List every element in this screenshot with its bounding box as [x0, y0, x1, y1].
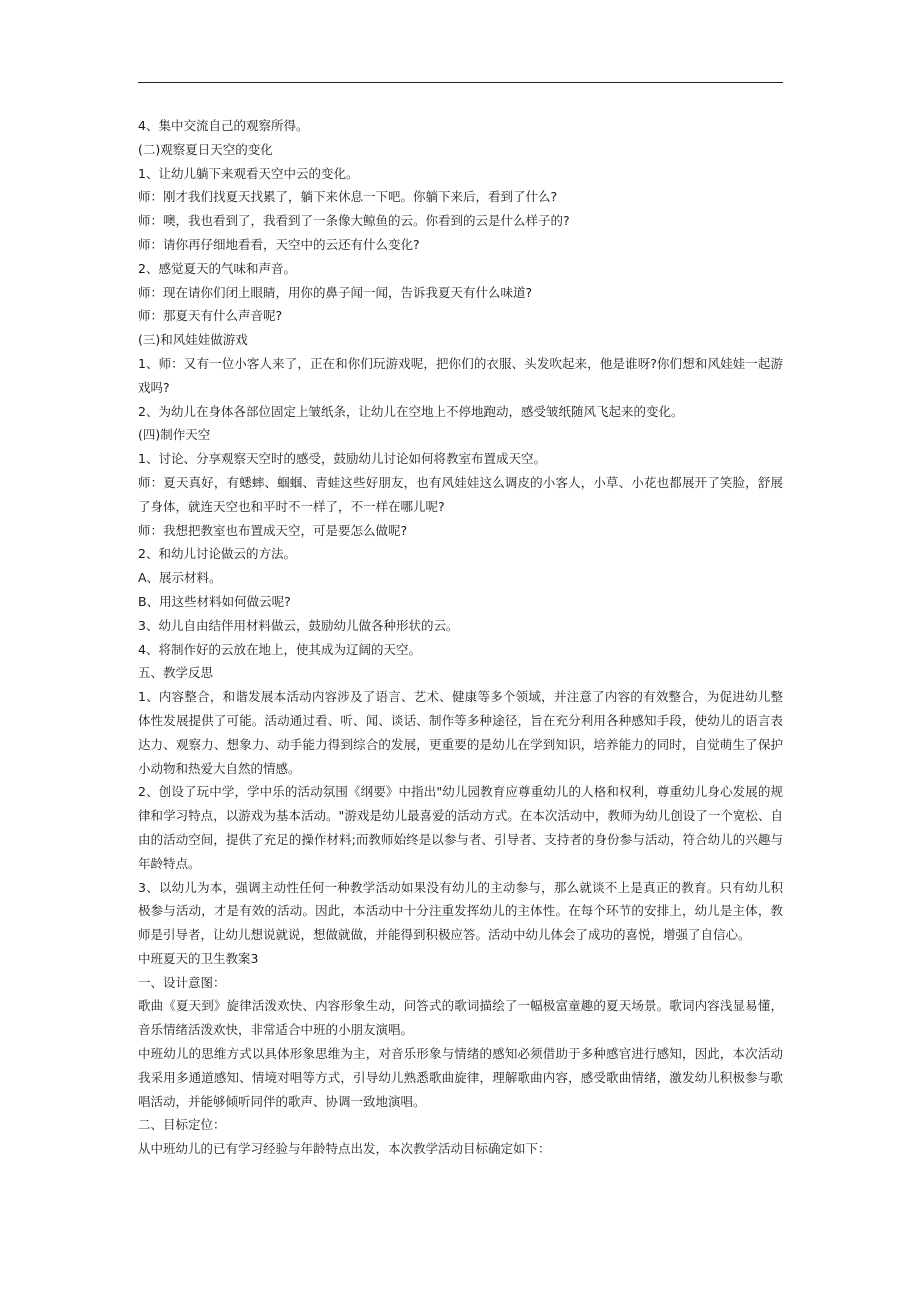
section-heading: 一、设计意图：: [138, 974, 226, 990]
paragraph: 2、和幼儿讨论做云的方法。: [138, 546, 296, 562]
paragraph: 3、幼儿自由结伴用材料做云，鼓励幼儿做各种形状的云。: [138, 617, 459, 633]
paragraph: 3、以幼儿为本，强调主动性任何一种教学活动如果没有幼儿的主动参与，那么就谈不上是真正的教育。只有幼儿积极参与活动，才是有效的活动。因此，本活动中十分注重发挥幼儿的主体性。在每个环节的安排上，幼儿是主体，教师是引导者，让幼儿想说就说，想做就做，并能得到积极应答。活动中幼儿体会了成功的喜悦，增强了自信心。: [138, 879, 783, 943]
paragraph: 师：请你再仔细地看看，天空中的云还有什么变化?: [138, 236, 420, 252]
paragraph: 1、让幼儿躺下来观看天空中云的变化。: [138, 165, 359, 181]
paragraph: 1、师：又有一位小客人来了，正在和你们玩游戏呢，把你们的衣服、头发吹起来，他是谁呀?你们想和风娃娃一起游戏吗?: [138, 355, 783, 395]
header-rule: [138, 82, 783, 83]
paragraph: A、展示材料。: [138, 570, 222, 586]
paragraph: 1、内容整合，和谐发展本活动内容涉及了语言、艺术、健康等多个领域，并注意了内容的有效整合，为促进幼儿整体性发展提供了可能。活动通过看、听、闻、谈话、制作等多种途径，旨在充分利用各种感知手段，使幼儿的语言表达力、观察力、想象力、动手能力得到综合的发展，更重要的是幼儿在学到知识，培养能力的同时，自觉萌生了保护小动物和热爱大自然的情感。: [138, 689, 783, 776]
paragraph: 中班幼儿的思维方式以具体形象思维为主，对音乐形象与情绪的感知必须借助于多种感官进行感知，因此，本次活动我采用多通道感知、情境对唱等方式，引导幼儿熟悉歌曲旋律，理解歌曲内容，感受歌曲情绪，激发幼儿积极参与歌唱活动，并能够倾听同伴的歌声、协调一致地演唱。: [138, 1046, 783, 1109]
document-body: [138, 114, 783, 1161]
section-heading: (三)和风娃娃做游戏: [138, 332, 248, 348]
section-heading: (二)观察夏日天空的变化: [138, 141, 273, 157]
paragraph: 4、将制作好的云放在地上，使其成为辽阔的天空。: [138, 641, 421, 657]
paragraph: 师：噢，我也看到了，我看到了一条像大鲸鱼的云。你看到的云是什么样子的?: [138, 213, 570, 229]
paragraph: 从中班幼儿的已有学习经验与年龄特点出发，本次教学活动目标确定如下：: [138, 1141, 551, 1157]
document-title: 中班夏天的卫生教案3: [138, 950, 259, 966]
paragraph: 2、为幼儿在身体各部位固定上皱纸条，让幼儿在空地上不停地跑动，感受皱纸随风飞起来的变化。: [138, 403, 684, 419]
paragraph: 4、集中交流自己的观察所得。: [138, 118, 309, 133]
paragraph: 师：我想把教室也布置成天空，可是要怎么做呢?: [138, 522, 408, 538]
section-heading: (四)制作天空: [138, 427, 211, 443]
paragraph: B、用这些材料如何做云呢?: [138, 593, 291, 609]
paragraph: 1、讨论、分享观察天空时的感受，鼓励幼儿讨论如何将教室布置成天空。: [138, 451, 546, 467]
paragraph: 师：那夏天有什么声音呢?: [138, 308, 283, 324]
paragraph: 2、感觉夏天的气味和声音。: [138, 260, 296, 276]
section-heading: 五、教学反思: [138, 665, 214, 681]
paragraph: 歌曲《夏天到》旋律活泼欢快、内容形象生动，问答式的歌词描绘了一幅极富童趣的夏天场景。歌词内容浅显易懂，音乐情绪活泼欢快，非常适合中班的小朋友演唱。: [138, 998, 783, 1038]
paragraph: 师：夏天真好，有蟋蟀、蝈蝈、青蛙这些好朋友，也有风娃娃这么调皮的小客人，小草、小花也都展开了笑脸，舒展了身体，就连天空也和平时不一样了，不一样在哪儿呢?: [138, 474, 783, 514]
paragraph: 师：刚才我们找夏天找累了，躺下来休息一下吧。你躺下来后，看到了什么?: [138, 189, 558, 205]
paragraph: 师：现在请你们闭上眼睛，用你的鼻子闻一闻，告诉我夏天有什么味道?: [138, 284, 533, 300]
section-heading: 二、目标定位：: [138, 1117, 226, 1133]
paragraph: 2、创设了玩中学，学中乐的活动氛围《纲要》中指出"幼儿园教育应尊重幼儿的人格和权利，尊重幼儿身心发展的规律和学习特点，以游戏为基本活动。"游戏是幼儿最喜爱的活动方式。在本次活动中，教师为幼儿创设了一个宽松、自由的活动空间，提供了充足的操作材料;而教师始终是以参与者、引导者、支持者的身份参与活动，符合幼儿的兴趣与年龄特点。: [138, 784, 783, 871]
